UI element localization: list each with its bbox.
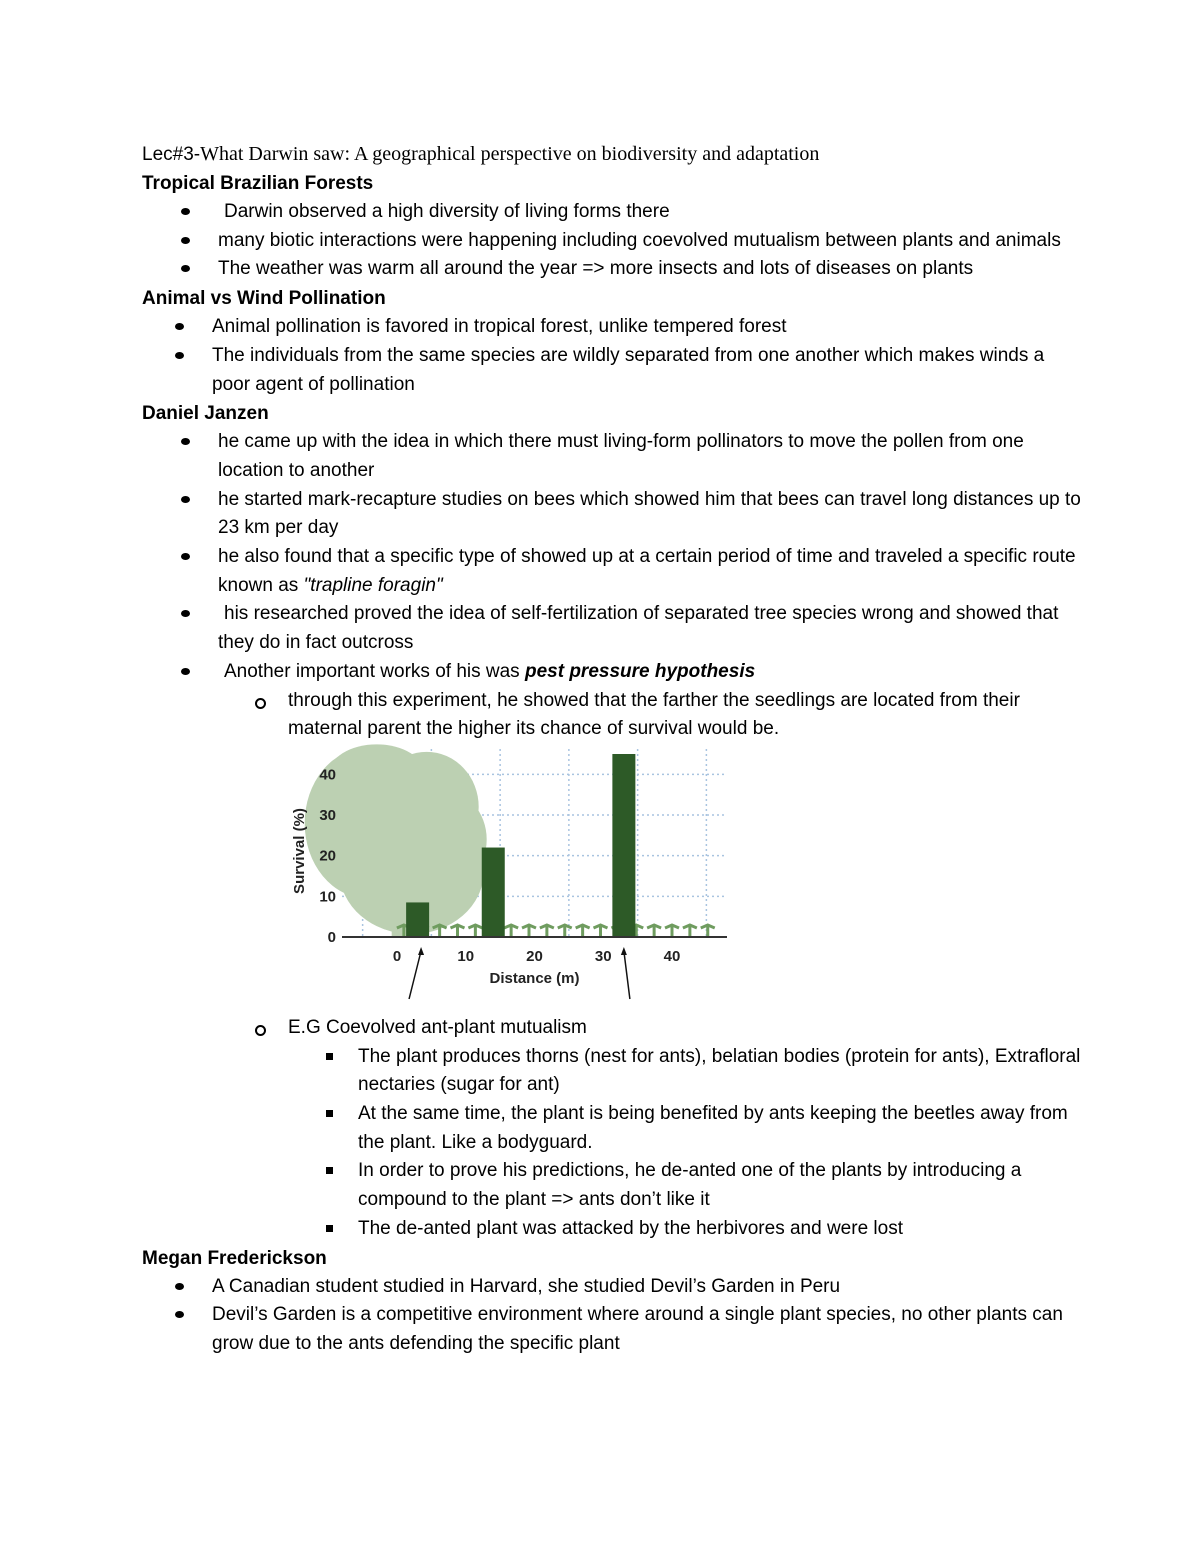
lecture-title: Lec#3-What Darwin saw: A geographical perspective on biodiversity and adaptation	[142, 143, 820, 165]
seedling	[433, 925, 447, 937]
x-tick-label: 30	[594, 947, 612, 965]
list-item: The individuals from the same species are wildly separated from one another which makes winds a poor agent of pollination	[142, 342, 1082, 399]
seedling	[522, 925, 536, 937]
seedling	[665, 925, 679, 937]
list-item: E.G Coevolved ant-plant mutualism	[142, 1014, 1082, 1043]
list-item: Animal pollination is favored in tropical forest, unlike tempered forest	[142, 313, 1082, 342]
list-item: A Canadian student studied in Harvard, she studied Devil’s Garden in Peru	[142, 1273, 1082, 1302]
seedling	[683, 925, 697, 937]
arrow-head	[418, 947, 424, 955]
seedling	[576, 925, 590, 937]
pollination-list	[142, 313, 1082, 399]
y-tick-label: 20	[319, 847, 336, 865]
list-item: The de-anted plant was attacked by the herbivores and were lost	[142, 1215, 1082, 1244]
list-item: his researched proved the idea of self-fertilization of separated tree species wrong and showed that they do in fact outcross	[142, 600, 1082, 657]
list-item: Devil’s Garden is a competitive environment where around a single plant species, no other plants can grow due to the ants defending the specific plant	[142, 1301, 1082, 1358]
ant-plant-list	[142, 1043, 1082, 1244]
seedling	[540, 925, 554, 937]
x-tick-label: 0	[392, 947, 402, 965]
survival-chart	[291, 744, 1082, 1014]
list-item: The plant produces thorns (nest for ants), belatian bodies (protein for ants), Extrafloral nectaries (sugar for ant)	[142, 1043, 1082, 1100]
list-item: he came up with the idea in which there must living-form pollinators to move the pollen from one location to another	[142, 428, 1082, 485]
list-item: he also found that a specific type of showed up at a certain period of time and traveled a specific route known as "trapline foragin"	[142, 543, 1082, 600]
list-item: In order to prove his predictions, he de-anted one of the plants by introducing a compound to the plant => ants don’t like it	[142, 1157, 1082, 1214]
seedling	[594, 925, 608, 937]
list-item: Another important works of his was pest pressure hypothesis	[142, 658, 1082, 687]
list-item: many biotic interactions were happening including coevolved mutualism between plants and animals	[142, 227, 1082, 256]
seedling	[558, 925, 572, 937]
seedling	[647, 925, 661, 937]
heading-megan: Megan Frederickson	[142, 1247, 327, 1269]
y-tick-label: 40	[319, 766, 336, 784]
document	[142, 140, 1082, 1359]
arrow-head	[621, 947, 627, 955]
list-item: through this experiment, he showed that the farther the seedlings are located from their maternal parent the higher its chance of survival would be.	[142, 687, 1082, 744]
list-item: he started mark-recapture studies on bees which showed him that bees can travel long distances up to 23 km per day	[142, 486, 1082, 543]
janzen-sublist	[142, 687, 1082, 744]
y-tick-label: 0	[327, 928, 336, 946]
heading-pollination: Animal vs Wind Pollination	[142, 288, 386, 310]
janzen-sublist-2	[142, 1014, 1082, 1043]
x-tick-label: 20	[526, 947, 543, 965]
heading-tropical: Tropical Brazilian Forests	[142, 173, 374, 194]
list-item: At the same time, the plant is being benefited by ants keeping the beetles away from the plant. Like a bodyguard.	[142, 1100, 1082, 1157]
y-tick-label: 30	[319, 806, 336, 824]
list-item: The weather was warm all around the year => more insects and lots of diseases on plants	[142, 255, 1082, 284]
arrow-line	[409, 951, 421, 999]
x-axis-label: Distance (m)	[489, 969, 580, 987]
bar	[612, 754, 635, 937]
x-tick-labels	[393, 948, 681, 965]
x-tick-label: 40	[663, 947, 681, 965]
heading-janzen: Daniel Janzen	[142, 403, 269, 425]
seedling	[451, 925, 465, 937]
megan-list	[142, 1273, 1082, 1359]
survival-chart-svg	[291, 744, 772, 1014]
y-tick-label: 10	[319, 888, 336, 906]
y-axis-label: Survival (%)	[291, 808, 308, 894]
list-item: Darwin observed a high diversity of living forms there	[142, 198, 1082, 227]
bar	[406, 902, 429, 937]
tropical-list	[142, 198, 1082, 284]
seedling	[504, 925, 518, 937]
seedling	[468, 925, 482, 937]
janzen-list	[142, 428, 1082, 686]
x-tick-label: 10	[457, 947, 475, 965]
bar	[482, 847, 505, 936]
canopy-blob	[329, 744, 425, 804]
seedling	[701, 925, 715, 937]
canopy-blob	[397, 789, 487, 889]
seedlings	[397, 925, 715, 937]
arrow-line	[624, 951, 630, 999]
